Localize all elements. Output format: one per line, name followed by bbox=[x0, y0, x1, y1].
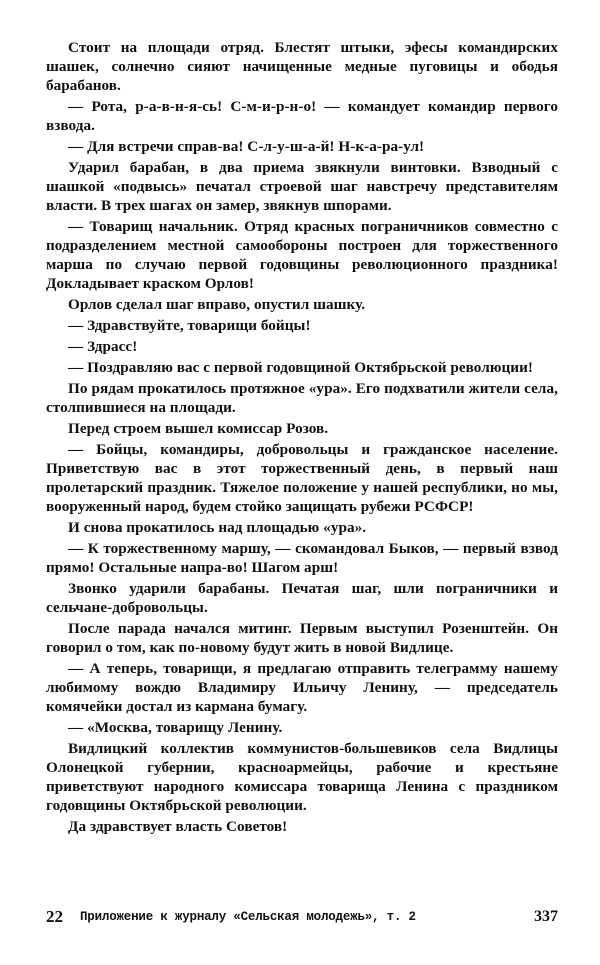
paragraph: — Рота, р-а-в-н-я-сь! С-м-и-р-н-о! — командует командир первого взвода. bbox=[46, 98, 558, 134]
paragraph: Стоит на площади отряд. Блестят штыки, эфесы командирских шашек, солнечно сияют начищенные медные пуговицы и ободья барабанов. bbox=[46, 39, 558, 94]
issue-number: 22 bbox=[46, 907, 63, 926]
paragraph: — Товарищ начальник. Отряд красных пограничников совместно с подразделением местной самообороны построен для торжественного марша по случаю первой годовщины революционного праздника! Докладывает краском Орлов! bbox=[46, 218, 558, 292]
paragraph: Да здравствует власть Советов! bbox=[68, 818, 288, 835]
paragraph: Ударил барабан, в два приема звякнули винтовки. Взводный с шашкой «подвысь» печатал строевой шаг навстречу представителям власти. В трех шагах он замер, звякнув шпорами. bbox=[46, 159, 558, 214]
paragraph: По рядам прокатилось протяжное «ура». Его подхватили жители села, столпившиеся на площади. bbox=[46, 380, 558, 416]
page-number: 337 bbox=[534, 908, 558, 925]
paragraph: Перед строем вышел комиссар Розов. bbox=[68, 420, 329, 437]
journal-title: Приложение к журналу «Сельская молодежь», т. 2 bbox=[80, 910, 416, 924]
paragraph: — Здрасс! bbox=[68, 338, 138, 355]
paragraph: — «Москва, товарищу Ленину. bbox=[68, 719, 283, 736]
page-footer bbox=[46, 907, 558, 927]
paragraph: И снова прокатилось над площадью «ура». bbox=[68, 519, 367, 536]
paragraph: — Поздравляю вас с первой годовщиной Октябрьской революции! bbox=[68, 359, 533, 376]
page-body bbox=[46, 38, 558, 836]
paragraph: — К торжественному маршу, — скомандовал Быков, — первый взвод прямо! Остальные напра-во! Шагом арш! bbox=[46, 540, 558, 576]
paragraph: Звонко ударили барабаны. Печатая шаг, шли пограничники и сельчане-добровольцы. bbox=[46, 580, 558, 616]
paragraph: Орлов сделал шаг вправо, опустил шашку. bbox=[68, 296, 366, 313]
paragraph: — Здравствуйте, товарищи бойцы! bbox=[68, 317, 311, 334]
paragraph: Видлицкий коллектив коммунистов-большевиков села Видлицы Олонецкой губернии, красноармейцы, рабочие и крестьяне приветствуют народного комиссара товарища Ленина с праздником годовщины Октябрьской революции. bbox=[46, 740, 558, 814]
paragraph: — Для встречи спрaв-ва! С-л-у-ш-а-й! Н-к-а-ра-ул! bbox=[68, 138, 425, 155]
paragraph: После парада начался митинг. Первым выступил Розенштейн. Он говорил о том, как по-новому будут жить в новой Видлице. bbox=[46, 620, 558, 656]
paragraph: — Бойцы, командиры, добровольцы и гражданское население. Приветствую вас в этот торжественный день, в первый наш пролетарский праздник. Тяжелое положение у нашей республики, но мы, вооруженный народ, будем стойко защищать рубежи РСФСР! bbox=[46, 441, 558, 515]
paragraph: — А теперь, товарищи, я предлагаю отправить телеграмму нашему любимому вождю Владимиру Ильичу Ленину, — председатель комячейки достал из кармана бумагу. bbox=[46, 660, 558, 715]
